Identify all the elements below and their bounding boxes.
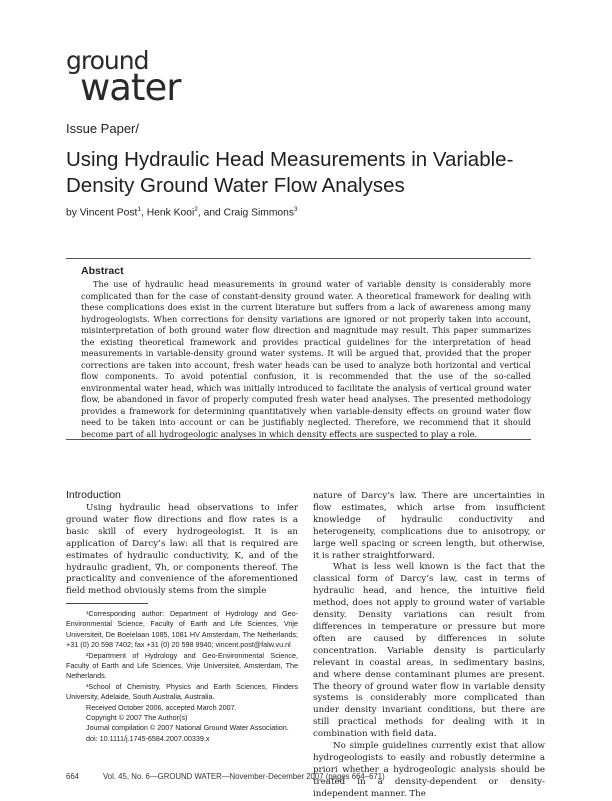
right-column bbox=[313, 491, 545, 801]
footnote-2: ²Department of Hydrology and Geo-Environmental Science, Faculty of Earth and Life Sciences, Vrije Universiteit, Amsterdam, The Netherlands. bbox=[66, 650, 298, 681]
footnote-1: ¹Corresponding author: Department of Hydrology and Geo-Environmental Science, Faculty of Earth and Life Sciences, Vrije Universiteit, De Boelelaan 1085, 1081 HV Amsterdam, The Netherlands; +31 (0) 20 598 7402; fax +31 (0) 20 598 9940; vincent.post@falw.vu.nl bbox=[66, 609, 298, 650]
footnotes bbox=[66, 609, 298, 744]
received-dates: Received October 2006, accepted March 2007. bbox=[86, 702, 237, 712]
author-line bbox=[66, 206, 298, 218]
page-number: 664 bbox=[66, 772, 80, 781]
author-name: Henk Kooi bbox=[146, 207, 195, 219]
journal-compilation: Journal compilation © 2007 National Ground Water Association. bbox=[86, 723, 289, 733]
section-heading-introduction: Introduction bbox=[66, 489, 121, 501]
footnote-rule bbox=[66, 603, 148, 604]
author-separator: , and bbox=[197, 207, 224, 219]
doi: doi: 10.1111/j.1745-6584.2007.00339.x bbox=[86, 733, 210, 743]
journal-logo bbox=[66, 48, 196, 108]
logo-word-water: water bbox=[80, 66, 181, 109]
body-paragraph: What is less well known is the fact that the classical form of Darcy’s law, cast in terms of hydraulic head, and hence, the intuitive field method, does not apply to ground water of variable density. Density variations can result from differences in temperature or pressure but more often are caused by differences in solute concentration. Variable density is particularly relevant in coastal areas, in sedimentary basins, and where dense contaminant plumes are present. The theory of ground water flow in variable density systems is considerably more complicated than under density invariant conditions, but there are still practical methods for dealing with it in combination with field data. bbox=[313, 562, 545, 740]
author-affiliation-mark: 1 bbox=[137, 206, 141, 213]
abstract-top-rule bbox=[66, 258, 531, 259]
article-title: Using Hydraulic Head Measurements in Variable-Density Ground Water Flow Analyses bbox=[66, 148, 514, 197]
author-affiliation-mark: 3 bbox=[294, 206, 298, 213]
body-paragraph: No simple guidelines currently exist that allow hydrogeologists to easily and robustly determine a priori whether a hydrogeologic analysis should be treated in a density-dependent or density-independent manner. The bbox=[313, 741, 545, 799]
page-footer bbox=[66, 772, 385, 781]
logo-word-ground: ground bbox=[66, 46, 149, 75]
issue-type-label: Issue Paper/ bbox=[66, 121, 139, 136]
author-separator: , bbox=[141, 207, 147, 219]
abstract-bottom-rule bbox=[66, 439, 531, 440]
footnote-3: ³School of Chemistry, Physics and Earth Sciences, Flinders University, Adelaide, South Australia, Australia. bbox=[66, 681, 298, 702]
abstract-text: The use of hydraulic head measurements in ground water of variable density is considerably more complicated than for the case of constant-density ground water. A theoretical framework for dealing with these complications does exist in the current literature but suffers from a lack of awareness among many hydrogeologists. When corrections for density variations are ignored or not properly taken into account, misinterpretation of both ground water flow direction and magnitude may result. This paper summarizes the existing theoretical framework and provides practical guidelines for the interpretation of head measurements in variable-density ground water systems. It will be argued that, provided that the proper corrections are taken into account, fresh water heads can be used to analyze both horizontal and vertical flow components. To avoid potential confusion, it is recommended that the use of the so-called environmental water head, which was initially introduced to facilitate the analysis of vertical ground water flow, be abandoned in favor of properly computed fresh water head analyses. The presented methodology provides a framework for determining quantitatively when variable-density effects on ground water flow need to be taken into account or can be justifiably neglected. Therefore, we recommend that it should become part of all hydrogeologic analyses in which density effects are suspected to play a role. bbox=[81, 279, 531, 439]
author-affiliation-mark: 2 bbox=[194, 206, 198, 213]
author-name: Vincent Post bbox=[79, 207, 138, 219]
intro-paragraph: Using hydraulic head observations to infer ground water flow directions and flow rates is a basic skill of every hydrogeologist. It is an application of Darcy’s law: all that is required are estimates of hydraulic conductivity, K, and of the hydraulic gradient, ∇h, or components thereof. The practicality and convenience of the aforementioned field method obviously stems from the simple bbox=[66, 503, 298, 597]
copyright-notice: Copyright © 2007 The Author(s) bbox=[86, 713, 188, 723]
abstract-heading: Abstract bbox=[81, 265, 124, 277]
body-paragraph: nature of Darcy’s law. There are uncertainties in flow estimates, which arise from insufficient knowledge of hydraulic conductivity and heterogeneity, complications due to anisotropy, or large well spacing or screen length, but otherwise, it is rather straightforward. bbox=[313, 491, 545, 561]
author-prefix: by bbox=[66, 207, 80, 219]
journal-citation: Vol. 45, No. 6—GROUND WATER—November-December 2007 (pages 664–671) bbox=[103, 772, 385, 781]
author-name: Craig Simmons bbox=[223, 207, 295, 219]
